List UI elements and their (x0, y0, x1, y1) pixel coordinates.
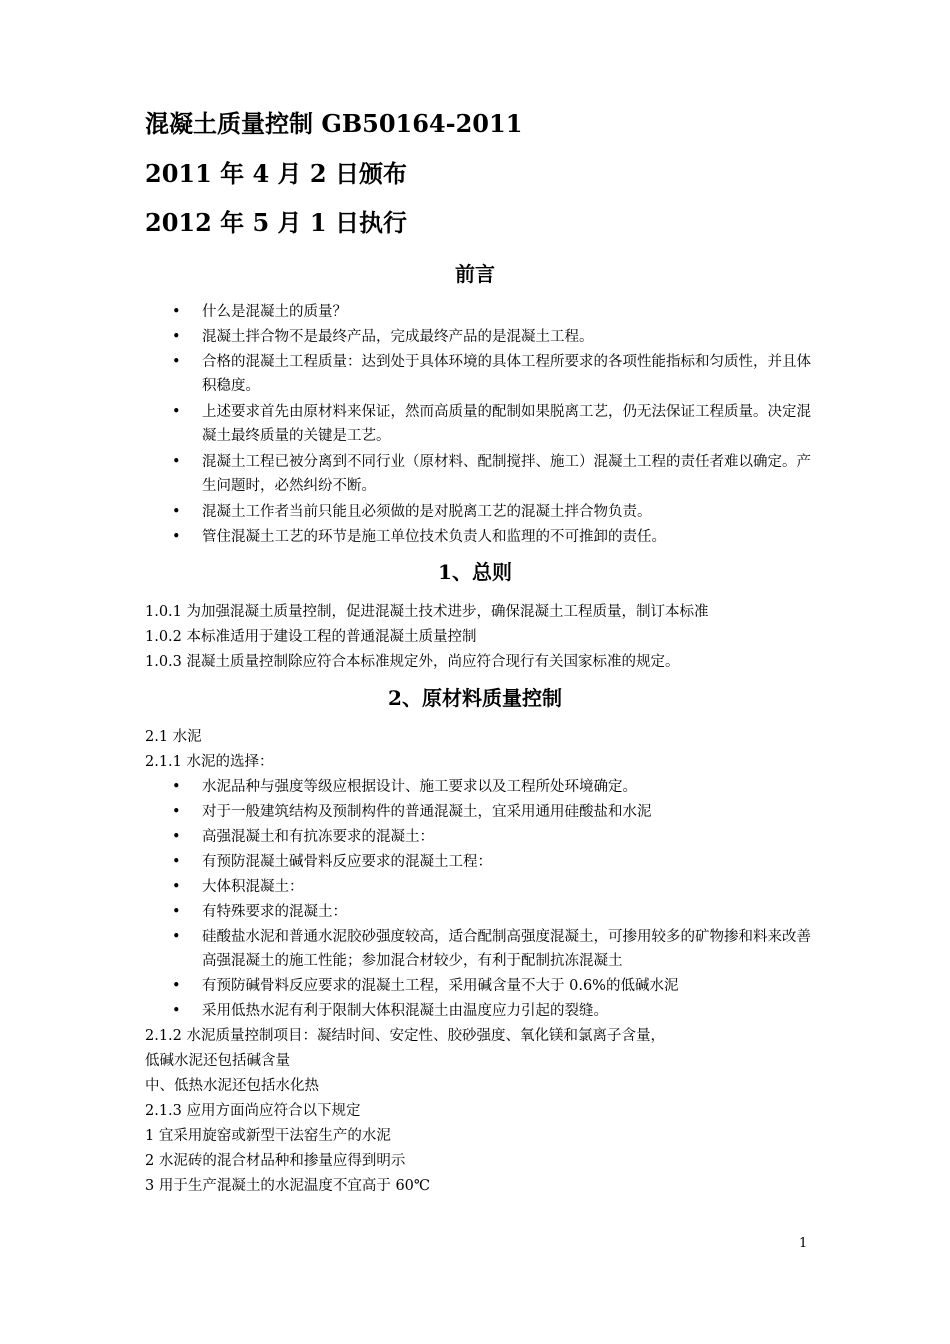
preface-bullet (172, 350, 812, 398)
cement-bullet (172, 875, 812, 899)
preface-bullet (172, 325, 812, 349)
preface-bullet (172, 300, 812, 324)
cement-bullet (172, 925, 812, 973)
bullet-icon: • (172, 1003, 181, 1019)
issue-date: 2011 年 4 月 2 日颁布 (145, 159, 407, 188)
clause-line: 2 水泥砖的混合材品种和掺量应得到明示 (145, 1153, 406, 1169)
bullet-text: 上述要求首先由原材料来保证，然而高质量的配制如果脱离工艺，仍无法保证工程质量。决定混凝土最终质量的关键是工艺。 (202, 404, 811, 444)
general-heading: 1、总则 (438, 560, 512, 584)
cement-bullet (172, 999, 812, 1023)
clause-2-1: 2.1 水泥 (145, 729, 202, 745)
bullet-icon: • (172, 804, 181, 820)
page-number: 1 (799, 1236, 808, 1251)
preface-bullet (172, 500, 812, 524)
cement-bullet (172, 825, 812, 849)
bullet-icon: • (172, 879, 181, 895)
preface-bullet (172, 400, 812, 448)
bullet-icon: • (172, 354, 181, 370)
bullet-text: 管住混凝土工艺的环节是施工单位技术负责人和监理的不可推卸的责任。 (202, 529, 666, 545)
cement-bullet (172, 974, 812, 998)
preface-heading: 前言 (455, 262, 495, 286)
cement-bullet (172, 800, 812, 824)
clause-line: 低碱水泥还包括碱含量 (145, 1053, 290, 1069)
cement-bullet (172, 850, 812, 874)
bullet-icon: • (172, 529, 181, 545)
bullet-text: 水泥品种与强度等级应根据设计、施工要求以及工程所处环境确定。 (202, 779, 637, 795)
preface-bullet (172, 525, 812, 549)
preface-bullet (172, 450, 812, 498)
bullet-text: 混凝土工程已被分离到不同行业（原材料、配制搅拌、施工）混凝土工程的责任者难以确定。产生问题时，必然纠纷不断。 (202, 454, 811, 494)
bullet-icon: • (172, 304, 181, 320)
materials-heading: 2、原材料质量控制 (388, 686, 562, 710)
clause-2-1-1: 2.1.1 水泥的选择： (145, 754, 274, 770)
bullet-text: 混凝土拌合物不是最终产品，完成最终产品的是混凝土工程。 (202, 329, 594, 345)
cement-bullet (172, 775, 812, 799)
clause-2-1-3: 2.1.3 应用方面尚应符合以下规定 (145, 1103, 361, 1119)
bullet-text: 对于一般建筑结构及预制构件的普通混凝土，宜采用通用硅酸盐和水泥 (202, 804, 652, 820)
clause-1-0-2: 1.0.2 本标准适用于建设工程的普通混凝土质量控制 (145, 629, 477, 645)
clause-2-1-2: 2.1.2 水泥质量控制项目：凝结时间、安定性、胶砂强度、氧化镁和氯离子含量， (145, 1028, 666, 1044)
bullet-icon: • (172, 779, 181, 795)
bullet-text: 有预防混凝土碱骨料反应要求的混凝土工程： (202, 854, 492, 870)
bullet-text: 大体积混凝土： (202, 879, 304, 895)
clause-1-0-1: 1.0.1 为加强混凝土质量控制，促进混凝土技术进步，确保混凝土工程质量，制订本标准 (145, 604, 709, 620)
effective-date: 2012 年 5 月 1 日执行 (145, 208, 407, 237)
cement-bullet (172, 900, 812, 924)
bullet-icon: • (172, 978, 181, 994)
bullet-text: 高强混凝土和有抗冻要求的混凝土： (202, 829, 434, 845)
clause-line: 3 用于生产混凝土的水泥温度不宜高于 60℃ (145, 1178, 431, 1194)
bullet-icon: • (172, 329, 181, 345)
bullet-text: 合格的混凝土工程质量：达到处于具体环境的具体工程所要求的各项性能指标和匀质性，并且体积稳度。 (202, 354, 811, 394)
bullet-icon: • (172, 854, 181, 870)
bullet-text: 有特殊要求的混凝土： (202, 904, 347, 920)
bullet-text: 采用低热水泥有利于限制大体积混凝土由温度应力引起的裂缝。 (202, 1003, 608, 1019)
bullet-text: 有预防碱骨料反应要求的混凝土工程，采用碱含量不大于 0.6%的低碱水泥 (202, 978, 679, 994)
bullet-icon: • (172, 404, 181, 420)
bullet-text: 硅酸盐水泥和普通水泥胶砂强度较高，适合配制高强度混凝土，可掺用较多的矿物掺和料来改善高强混凝土的施工性能；参加混合材较少，有利于配制抗冻混凝土 (202, 929, 811, 969)
clause-1-0-3: 1.0.3 混凝土质量控制除应符合本标准规定外，尚应符合现行有关国家标准的规定。 (145, 654, 680, 670)
document-title: 混凝土质量控制 GB50164-2011 (145, 109, 523, 138)
bullet-icon: • (172, 829, 181, 845)
bullet-icon: • (172, 929, 181, 945)
clause-line: 1 宜采用旋窑或新型干法窑生产的水泥 (145, 1128, 391, 1144)
bullet-icon: • (172, 904, 181, 920)
bullet-text: 混凝土工作者当前只能且必须做的是对脱离工艺的混凝土拌合物负责。 (202, 504, 652, 520)
bullet-icon: • (172, 454, 181, 470)
bullet-icon: • (172, 504, 181, 520)
clause-line: 中、低热水泥还包括水化热 (145, 1078, 319, 1094)
bullet-text: 什么是混凝土的质量？ (202, 304, 347, 320)
